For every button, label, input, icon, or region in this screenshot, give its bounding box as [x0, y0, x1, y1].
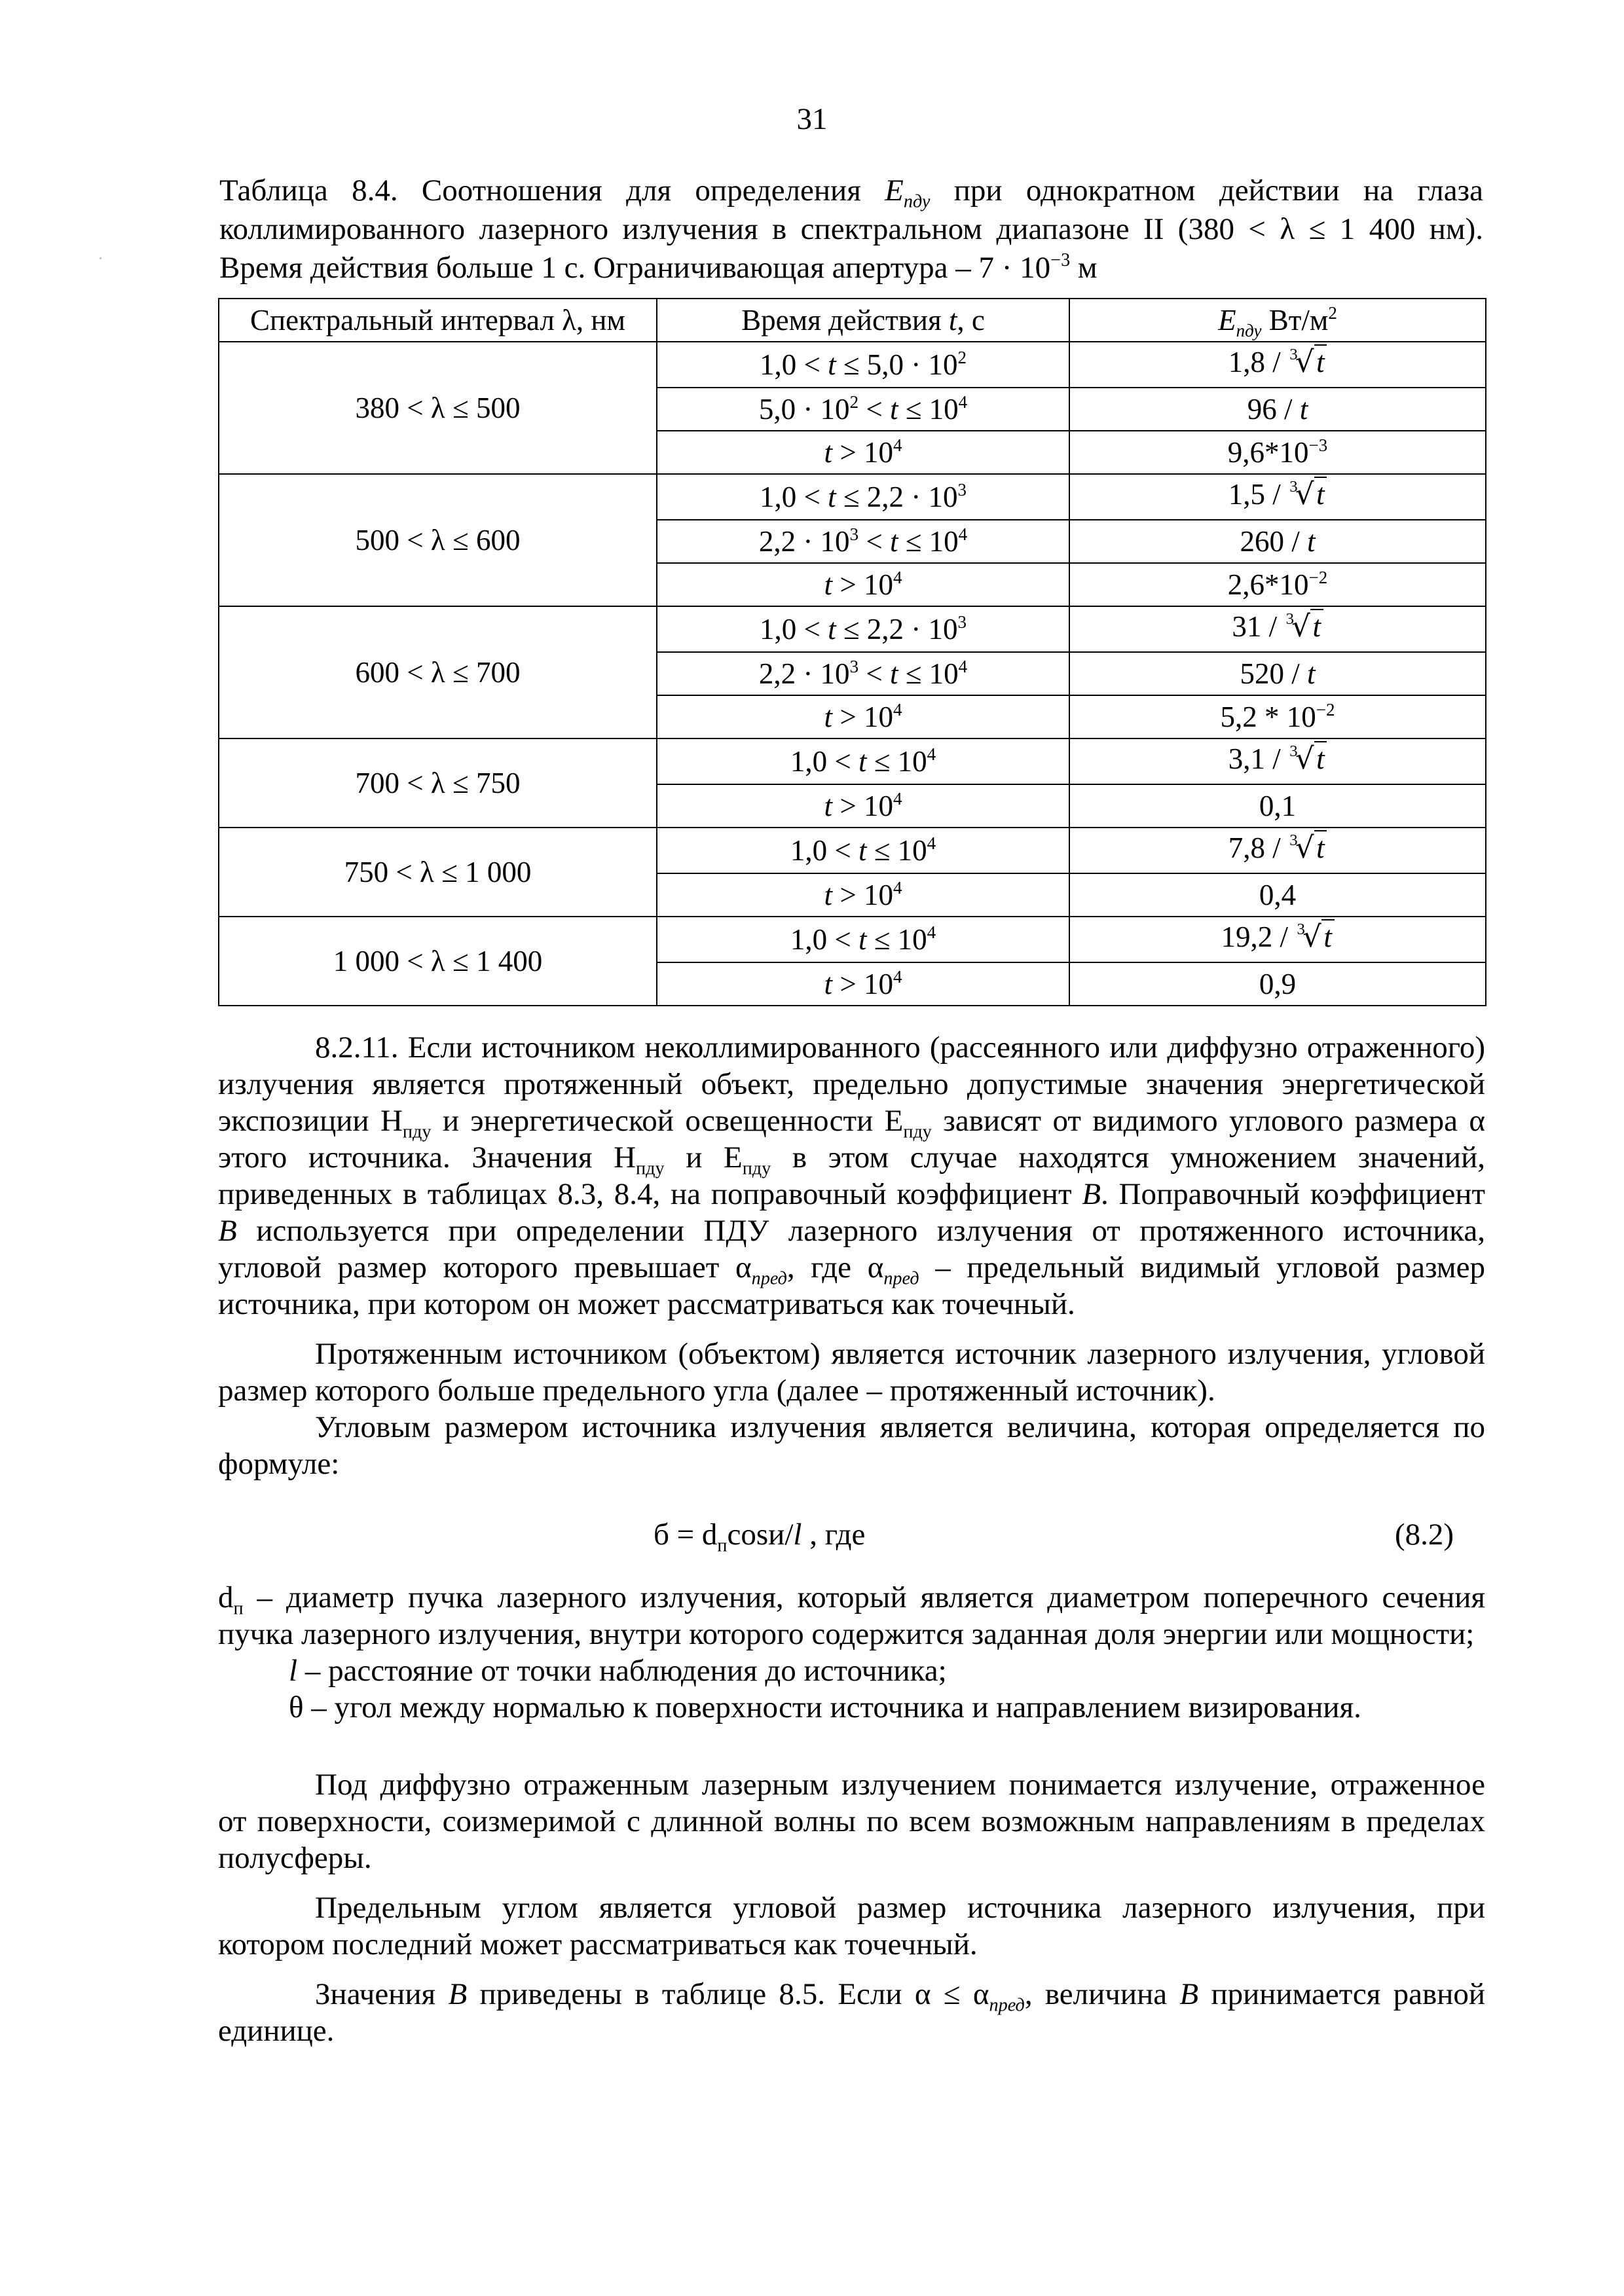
cell-epdu-value: $9,6*10^{-3}$: [1069, 431, 1486, 474]
cell-epdu-value: 0,4: [1069, 873, 1486, 917]
header-spectral-interval: Спектральный интервал λ, нм: [219, 299, 657, 342]
cell-epdu-value: $2,6*10^{-2}$: [1069, 563, 1486, 606]
cell-exposure-time: $1,0 < t \le 10^4$: [657, 917, 1069, 962]
caption-line: Таблица 8.4. Соотношения для определения $E_{пду}$ при однократном действии на глаза: [219, 173, 1483, 212]
cell-spectral-range: 750 < λ ≤ 1 000: [219, 828, 657, 917]
cell-exposure-time: $1,0 < t \le 10^4$: [657, 828, 1069, 873]
paragraph-extended-source: Протяженным источником (объектом) является источник лазерного излучения, угловой размер которого больше предельного угла (далее – протяженный источник).: [218, 1337, 1485, 1408]
cell-exposure-time: $t > 10^4$: [657, 431, 1069, 474]
cell-epdu-value: 0,1: [1069, 784, 1486, 828]
scan-artifact-dot: [100, 257, 101, 259]
cell-epdu-value: 0,9: [1069, 962, 1486, 1006]
paragraph-limit-angle: Предельным углом является угловой размер источника лазерного излучения, при котором последний может рассматриваться как точечный.: [218, 1891, 1485, 1961]
cell-spectral-range: 500 < λ ≤ 600: [219, 474, 657, 606]
table-row: [219, 474, 1486, 520]
cell-exposure-time: $1,0 < t \le 2,2 \cdot 10^3$: [657, 474, 1069, 520]
table-row: [219, 738, 1486, 784]
cell-exposure-time: $t > 10^4$: [657, 563, 1069, 606]
cell-epdu-value: 19,2 / $^3$√t: [1069, 917, 1486, 962]
cell-epdu-value: $5,2 * 10^{-2}$: [1069, 695, 1486, 738]
cell-exposure-time: $1,0 < t \le 2,2 \cdot 10^3$: [657, 606, 1069, 652]
cell-epdu-value: 96 / t: [1069, 388, 1486, 431]
definition-theta: θ – угол между нормалью к поверхности источника и направлением визирования.: [289, 1690, 1361, 1724]
table-header-row: [219, 299, 1486, 342]
cell-exposure-time: $1,0 < t \le 5,0 \cdot 10^2$: [657, 342, 1069, 388]
cell-exposure-time: $t > 10^4$: [657, 784, 1069, 828]
cell-epdu-value: 1,5 / $^3$√t: [1069, 474, 1486, 520]
table-row: [219, 342, 1486, 388]
caption-line: Время действия больше 1 с. Ограничивающая апертура – $7 \cdot 10^{-3}$ м: [219, 249, 1098, 285]
exposure-limits-table: [218, 298, 1486, 1006]
formula-row: [218, 1516, 1485, 1556]
cell-exposure-time: $t > 10^4$: [657, 873, 1069, 917]
cell-epdu-value: 7,8 / $^3$√t: [1069, 828, 1486, 873]
table-row: [219, 606, 1486, 652]
cell-exposure-time: $2,2 \cdot 10^3 < t \le 10^4$: [657, 520, 1069, 563]
cell-epdu-value: 520 / t: [1069, 652, 1486, 695]
cell-spectral-range: 600 < λ ≤ 700: [219, 606, 657, 738]
cell-epdu-value: 260 / t: [1069, 520, 1486, 563]
cell-exposure-time: $t > 10^4$: [657, 962, 1069, 1006]
caption-line: коллимированного лазерного излучения в спектральном диапазоне II (380 < λ ≤ 1 400 нм).: [219, 212, 1483, 246]
cell-exposure-time: $2,2 \cdot 10^3 < t \le 10^4$: [657, 652, 1069, 695]
cell-epdu-value: 31 / $^3$√t: [1069, 606, 1486, 652]
paragraph-8-2-11: 8.2.11. Если источником неколлимированного (рассеянного или диффузно отраженного) излучения является протяженный объект, предельно допустимые значения энергетической экспозиции $Н_{пду}$ и энергетической освещенности $Е_{пду}$ зависят от видимого углового размера α этого источника. Значения $Н_{пду}$ и $Е_{пду}$ в этом случае находятся умножением значений, приведенных в таблицах 8.3, 8.4, на поправочный коэффициент B. Поправочный коэффициент B используется при определении ПДУ лазерного излучения от протяженного источника, угловой размер которого превышает $\alpha_{пред}$, где $\alpha_{пред}$ – предельный видимый угловой размер источника, при котором он может рассматриваться как точечный.: [218, 1030, 1486, 1321]
definition-dn: $d_п$ – диаметр пучка лазерного излучения, который является диаметром поперечного сечения пучка лазерного излучения, внутри которого содержится заданная доля энергии или мощности;: [218, 1580, 1485, 1651]
cell-epdu-value: 3,1 / $^3$√t: [1069, 738, 1486, 784]
cell-exposure-time: $t > 10^4$: [657, 695, 1069, 738]
table-row: [219, 828, 1486, 873]
header-exposure-time: Время действия t, с: [657, 299, 1069, 342]
cell-epdu-value: 1,8 / $^3$√t: [1069, 342, 1486, 388]
cell-spectral-range: 380 < λ ≤ 500: [219, 342, 657, 474]
table-body: [219, 342, 1486, 1006]
formula: $б = d_п\cos и/l$ , где: [654, 1518, 866, 1556]
cell-spectral-range: 700 < λ ≤ 750: [219, 738, 657, 828]
cell-exposure-time: $1,0 < t \le 10^4$: [657, 738, 1069, 784]
table-row: [219, 917, 1486, 962]
paragraph-angular-size: Угловым размером источника излучения является величина, которая определяется по формуле:: [218, 1410, 1485, 1481]
cell-spectral-range: 1 000 < λ ≤ 1 400: [219, 917, 657, 1006]
cell-exposure-time: $5,0 \cdot 10^2 < t \le 10^4$: [657, 388, 1069, 431]
formula-number: (8.2): [1394, 1518, 1454, 1552]
paragraph-values-b: Значения B приведены в таблице 8.5. Если $\alpha \le \alpha_{пред}$, величина B принимается равной единице.: [218, 1977, 1486, 2048]
body-text: [218, 1029, 1485, 2049]
definition-l: l – расстояние от точки наблюдения до источника;: [289, 1654, 947, 1688]
header-epdu: $E_{пду}$ $Вт/м^2$: [1069, 299, 1486, 342]
paragraph-diffuse: Под диффузно отраженным лазерным излучением понимается излучение, отраженное от поверхности, соизмеримой с длинной волны по всем возможным направлениям в пределах полусферы.: [218, 1768, 1485, 1875]
table-caption: [219, 172, 1483, 287]
page-number: 31: [796, 102, 828, 136]
